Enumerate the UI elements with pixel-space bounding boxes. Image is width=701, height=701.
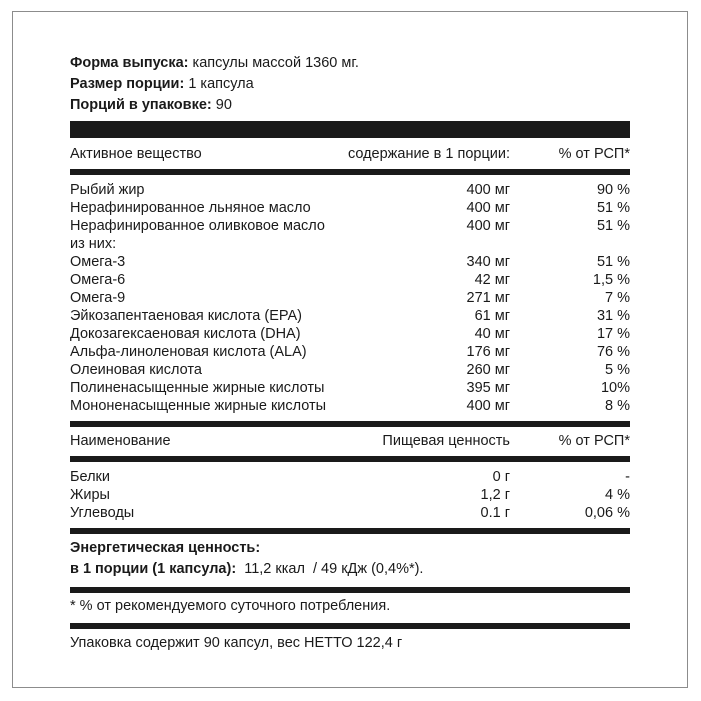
table-row (70, 235, 630, 253)
row-pct (510, 235, 630, 253)
row-pct: 76 % (596, 344, 630, 360)
row-name: Углеводы (70, 505, 135, 521)
table1-col-pct: % от РСП* (558, 146, 630, 162)
nutrition-label (70, 53, 630, 654)
table-row (70, 486, 630, 504)
table-row (70, 361, 630, 379)
row-name: Олеиновая кислота (70, 362, 202, 378)
row-pct: 4 % (605, 487, 630, 503)
row-amount (370, 235, 510, 253)
row-amount: 61 мг (474, 308, 510, 324)
row-amount: 0 г (492, 469, 510, 485)
table-row (70, 307, 630, 325)
row-amount: 260 мг (466, 362, 510, 378)
table-row (70, 397, 630, 415)
row-pct: 17 % (596, 326, 630, 342)
table2-col-name: Наименование (70, 433, 171, 449)
portion-line (70, 74, 630, 95)
count-label: Порций в упаковке: (70, 97, 212, 113)
row-amount: 40 мг (474, 326, 510, 342)
portion-value: 1 капсула (184, 76, 254, 92)
row-name: Омега-9 (70, 290, 126, 306)
row-name: Жиры (70, 487, 110, 503)
row-name: Эйкозапентаеновая кислота (EPA) (70, 308, 302, 324)
row-pct: 51 % (596, 218, 630, 234)
row-amount: 400 мг (466, 182, 510, 198)
row-amount: 271 мг (466, 290, 510, 306)
table-row (70, 468, 630, 486)
row-pct: - (625, 469, 630, 485)
table1-header (70, 143, 630, 165)
row-name: Альфа-линоленовая кислота (ALA) (70, 344, 307, 360)
row-pct: 1,5 % (592, 272, 630, 288)
row-pct: 90 % (596, 182, 630, 198)
footnote: * % от рекомендуемого суточного потребления. (70, 598, 391, 614)
row-amount: 42 мг (474, 272, 510, 288)
row-amount: 400 мг (466, 218, 510, 234)
row-name: Полиненасыщенные жирные кислоты (70, 380, 325, 396)
table-row (70, 217, 630, 235)
table2-col-pct: % от РСП* (558, 433, 630, 449)
row-amount: 395 мг (466, 380, 510, 396)
table-row (70, 379, 630, 397)
row-name: из них: (70, 236, 117, 252)
row-name: Нерафинированное льняное масло (70, 200, 311, 216)
count-value: 90 (211, 97, 232, 113)
row-name: Омега-6 (70, 272, 126, 288)
energy-value: 11,2 ккал / 49 кДж (0,4%*). (236, 561, 424, 577)
row-pct: 0,06 % (584, 505, 630, 521)
table2-col-amount: Пищевая ценность (382, 433, 510, 449)
row-pct: 31 % (596, 308, 630, 324)
form-value: капсулы массой 1360 мг. (188, 55, 359, 71)
row-amount: 176 мг (466, 344, 510, 360)
row-pct: 7 % (605, 290, 630, 306)
table-row (70, 181, 630, 199)
row-amount: 1,2 г (480, 487, 510, 503)
row-name: Нерафинированное оливковое масло (70, 218, 325, 234)
table1-col-amount: содержание в 1 порции: (347, 146, 510, 162)
table-row (70, 289, 630, 307)
table-row (70, 343, 630, 361)
row-pct: 8 % (605, 398, 630, 414)
table-row (70, 199, 630, 217)
row-amount: 400 мг (466, 200, 510, 216)
package-info: Упаковка содержит 90 капсул, вес НЕТТО 122,4 г (70, 635, 403, 651)
row-name: Белки (70, 469, 111, 485)
form-label: Форма выпуска: (70, 55, 189, 71)
table-row (70, 325, 630, 343)
row-name: Рыбий жир (70, 182, 145, 198)
table1-rows (70, 181, 630, 415)
table1-col-name: Активное вещество (70, 146, 202, 162)
table2-rows (70, 468, 630, 522)
form-line (70, 53, 630, 74)
row-name: Мононенасыщенные жирные кислоты (70, 398, 327, 414)
energy-title-text: Энергетическая ценность: (70, 540, 261, 556)
divider-thick (70, 121, 630, 138)
energy-title (70, 538, 630, 559)
table-row (70, 271, 630, 289)
row-amount: 400 мг (466, 398, 510, 414)
portion-label: Размер порции: (70, 76, 185, 92)
row-name: Омега-3 (70, 254, 126, 270)
row-pct: 5 % (605, 362, 630, 378)
row-pct: 51 % (596, 200, 630, 216)
energy-line (70, 559, 630, 580)
table-row (70, 504, 630, 522)
row-pct: 51 % (596, 254, 630, 270)
row-name: Докозагексаеновая кислота (DHA) (70, 326, 301, 342)
table2-header (70, 430, 630, 452)
table-row (70, 253, 630, 271)
row-amount: 340 мг (466, 254, 510, 270)
row-amount: 0.1 г (480, 505, 510, 521)
energy-label: в 1 порции (1 капсула): (70, 561, 237, 577)
count-line (70, 95, 630, 116)
row-pct: 10% (600, 380, 630, 396)
